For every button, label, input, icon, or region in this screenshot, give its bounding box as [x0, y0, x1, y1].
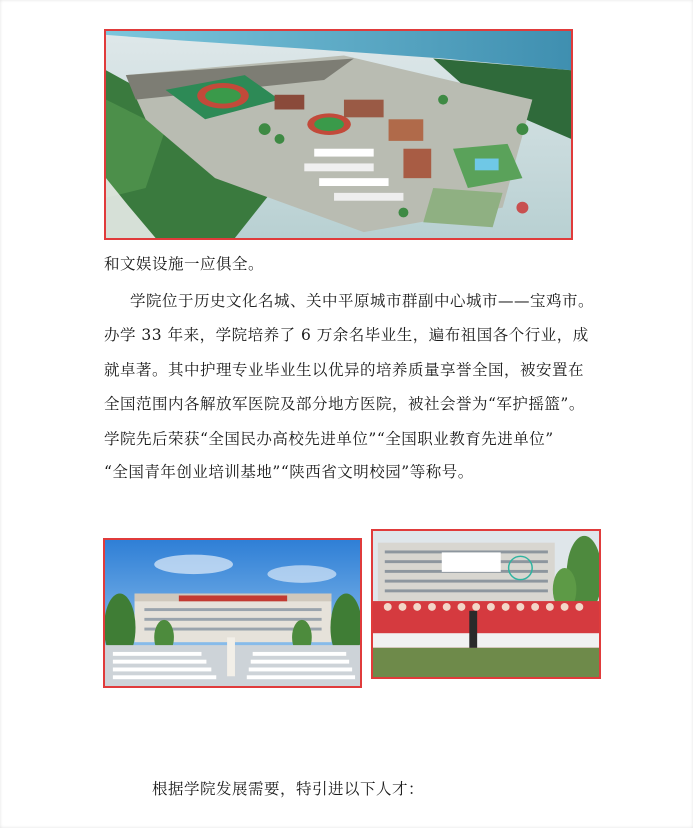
- campus-assembly-photo: [103, 538, 362, 688]
- paragraph-line: 学院先后荣获“全国民办高校先进单位”“全国职业教育先进单位”: [104, 430, 554, 448]
- paragraph-line: 办学 33 年来，学院培养了 6 万余名毕业生，遍布祖国各个行业，成: [104, 326, 589, 344]
- paragraph-line: 和文娱设施一应俱全。: [104, 255, 265, 273]
- campus-aerial-photo: [104, 29, 573, 240]
- paragraph-line: 就卓著。其中护理专业毕业生以优异的培养质量享誉全国，被安置在: [104, 361, 585, 379]
- campus-assembly-illustration: [105, 540, 360, 686]
- group-photo: [371, 529, 601, 679]
- paragraph-line: 学院位于历史文化名城、关中平原城市群副中心城市——宝鸡市。: [130, 292, 595, 310]
- paragraph-line: 全国范围内各解放军医院及部分地方医院，被社会誉为“军护摇篮”。: [104, 395, 585, 413]
- paragraph-line: “全国青年创业培训基地”“陕西省文明校园”等称号。: [104, 463, 474, 481]
- group-photo-illustration: [373, 531, 599, 677]
- campus-aerial-illustration: [106, 31, 571, 238]
- closing-line: 根据学院发展需要，特引进以下人才：: [152, 780, 425, 798]
